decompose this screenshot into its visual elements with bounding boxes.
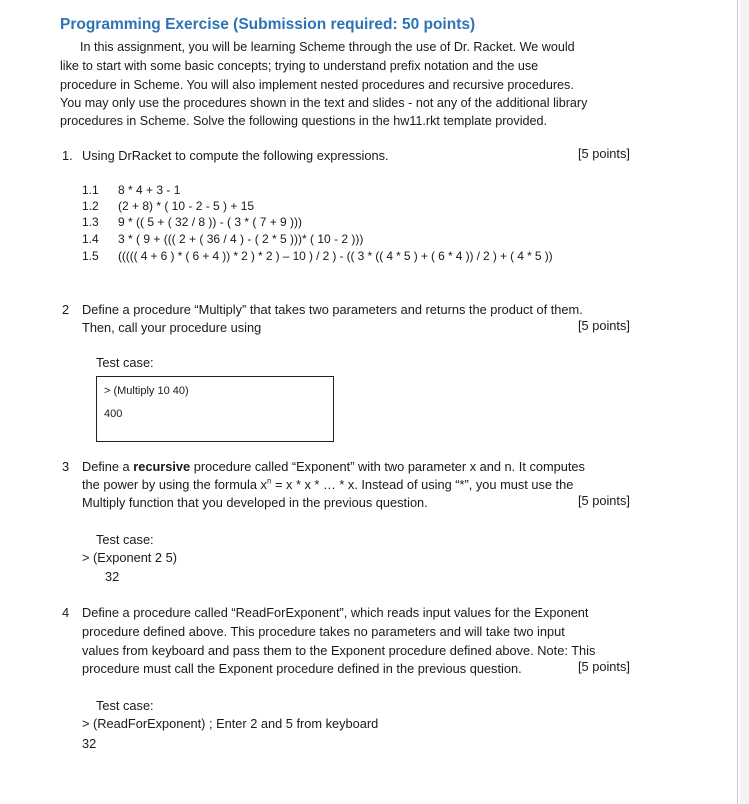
expression: 3 * ( 9 + ((( 2 + ( 36 / 4 ) - ( 2 * 5 )))* ( 10 - 2 ))) bbox=[118, 232, 364, 246]
intro-line: procedure in Scheme. You will also implement nested procedures and recursive procedures. bbox=[60, 78, 574, 92]
test-case-label: Test case: bbox=[96, 698, 154, 713]
test-case-label: Test case: bbox=[96, 532, 154, 547]
text-run: = x * x * … * x. Instead of using “*”, you must use the bbox=[271, 477, 574, 492]
points-label: [5 points] bbox=[578, 318, 630, 333]
intro-line: In this assignment, you will be learning Scheme through the use of Dr. Racket. We would bbox=[80, 40, 575, 54]
question-number: 3 bbox=[62, 459, 70, 474]
expression: (2 + 8) * ( 10 - 2 - 5 ) + 15 bbox=[118, 199, 255, 213]
text-run: the power by using the formula x bbox=[82, 477, 267, 492]
item-number: 1.3 bbox=[82, 215, 99, 229]
expression: ((((( 4 + 6 ) * ( 6 + 4 )) * 2 ) * 2 ) – 10 ) / 2 ) - (( 3 * (( 4 * 5 ) + ( 6 * 4 )) / 2 ) + ( 4 * 5 )) bbox=[118, 249, 553, 263]
question-text bbox=[82, 475, 573, 494]
test-result: 32 bbox=[82, 736, 97, 751]
exercise-title: Programming Exercise (Submission required: 50 points) bbox=[60, 16, 476, 33]
item-number: 1.5 bbox=[82, 249, 99, 263]
question-number: 4 bbox=[62, 605, 70, 620]
test-result: 32 bbox=[105, 569, 120, 584]
item-number: 1.4 bbox=[82, 232, 99, 246]
intro-line: procedures in Scheme. Solve the following questions in the hw11.rkt template provided. bbox=[60, 114, 547, 128]
question-text: Define a procedure called “ReadForExponent”, which reads input values for the Exponent bbox=[82, 605, 589, 620]
test-result: 400 bbox=[104, 408, 123, 420]
question-text: Then, call your procedure using bbox=[82, 320, 262, 335]
test-call: > (ReadForExponent) ; Enter 2 and 5 from keyboard bbox=[82, 716, 379, 731]
question-text: values from keyboard and pass them to the Exponent procedure defined above. Note: This bbox=[82, 643, 596, 658]
test-case-box bbox=[96, 376, 334, 442]
test-call: > (Multiply 10 40) bbox=[104, 385, 189, 397]
item-number: 1.2 bbox=[82, 199, 99, 213]
superscript: n bbox=[266, 476, 272, 486]
question-number: 2 bbox=[62, 302, 70, 317]
question-text: Using DrRacket to compute the following expressions. bbox=[82, 148, 389, 163]
expression: 8 * 4 + 3 - 1 bbox=[118, 183, 181, 197]
intro-line: You may only use the procedures shown in the text and slides - not any of the additional library bbox=[60, 96, 588, 110]
question-text bbox=[82, 457, 585, 476]
scroll-gutter[interactable] bbox=[740, 0, 749, 804]
question-number: 1. bbox=[62, 148, 73, 163]
question-text: procedure must call the Exponent procedure defined in the previous question. bbox=[82, 661, 522, 676]
points-label: [5 points] bbox=[578, 146, 630, 161]
points-label: [5 points] bbox=[578, 493, 630, 508]
points-label: [5 points] bbox=[578, 659, 630, 674]
text-run: procedure called “Exponent” with two parameter x and n. It computes bbox=[190, 459, 585, 474]
question-text: procedure defined above. This procedure takes no parameters and will take two input bbox=[82, 624, 565, 639]
question-text: Multiply function that you developed in the previous question. bbox=[82, 495, 428, 510]
expression: 9 * (( 5 + ( 32 / 8 )) - ( 3 * ( 7 + 9 ))) bbox=[118, 215, 303, 229]
question-text: Define a procedure “Multiply” that takes two parameters and returns the product of them. bbox=[82, 302, 583, 317]
text-run: Define a bbox=[82, 459, 134, 474]
test-case-label: Test case: bbox=[96, 355, 154, 370]
intro-line: like to start with some basic concepts; trying to understand prefix notation and the use bbox=[60, 59, 539, 73]
test-call: > (Exponent 2 5) bbox=[82, 550, 177, 565]
emphasis-recursive: recursive bbox=[133, 459, 191, 474]
item-number: 1.1 bbox=[82, 183, 99, 197]
